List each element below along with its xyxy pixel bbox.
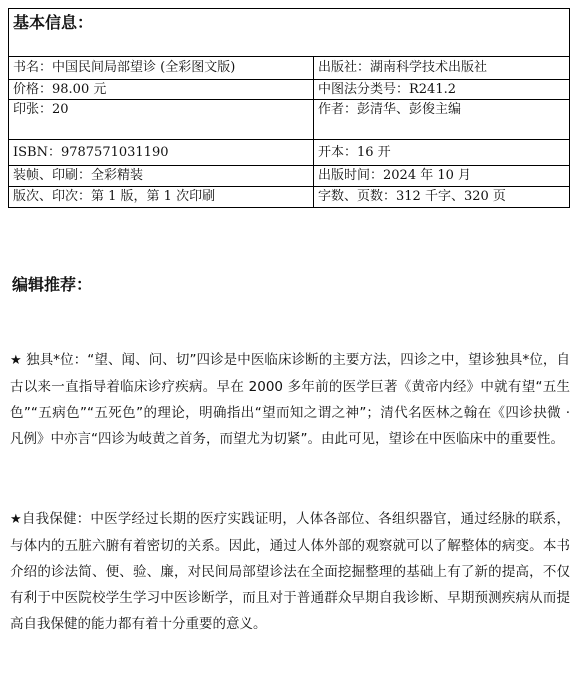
info-format: 开本：16 开 [314, 140, 570, 166]
info-binding: 装帧、印刷：全彩精装 [9, 166, 314, 187]
editorial-paragraph [10, 347, 570, 452]
editorial-heading: 编辑推荐： [12, 275, 93, 294]
info-row [9, 80, 570, 100]
info-price: 价格：98.00 元 [9, 80, 314, 100]
info-title: 基本信息： [9, 9, 570, 57]
info-classification: 中图法分类号：R241.2 [314, 80, 570, 100]
info-word-count: 字数、页数：312 千字、320 页 [314, 187, 570, 208]
info-isbn: ISBN：9787571031190 [9, 140, 314, 166]
paragraph-text: 自我保健：中医学经过长期的医疗实践证明，人体各部位、各组织器官，通过经脉的联系，与体内的五脏六腑有着密切的关系。因此，通过人体外部的观察就可以了解整体的病变。本书介绍的诊法简、便、验、廉，对民间局部望诊法在全面挖掘整理的基础上有了新的提高，不仅有利于中医院校学生学习中医诊断学，而且对于普通群众早期自我诊断、早期预测疾病从而提高自我保健的能力都有着十分重要的意义。 [10, 511, 571, 632]
star-icon: ★ [10, 512, 22, 527]
info-row [9, 57, 570, 80]
editorial-paragraph [10, 506, 570, 637]
info-row [9, 187, 570, 208]
info-row [9, 166, 570, 187]
basic-info-table [8, 8, 570, 208]
info-row [9, 140, 570, 166]
paragraph-text: 独具*位：“望、闻、问、切”四诊是中医临床诊断的主要方法，四诊之中，望诊独具*位，自古以来一直指导着临床诊疗疾病。早在 2000 多年前的医学巨著《黄帝内经》中就有望“五生色”“五病色”“五死色”的理论，明确指出“望而知之谓之神”；清代名医林之翰在《四诊抉微 · 凡例》中亦言“四诊为岐黄之首务，而望尤为切紧”。由此可见，望诊在中医临床中的重要性。 [10, 352, 571, 447]
info-edition: 版次、印次：第 1 版，第 1 次印刷 [9, 187, 314, 208]
info-pub-date: 出版时间：2024 年 10 月 [314, 166, 570, 187]
info-row [9, 100, 570, 140]
info-sheets: 印张：20 [9, 100, 314, 140]
info-title-row [9, 9, 570, 57]
info-book-name: 书名：中国民间局部望诊 (全彩图文版) [9, 57, 314, 80]
info-publisher: 出版社：湖南科学技术出版社 [314, 57, 570, 80]
info-author: 作者：彭清华、彭俊主编 [314, 100, 570, 140]
star-icon: ★ [10, 353, 22, 368]
